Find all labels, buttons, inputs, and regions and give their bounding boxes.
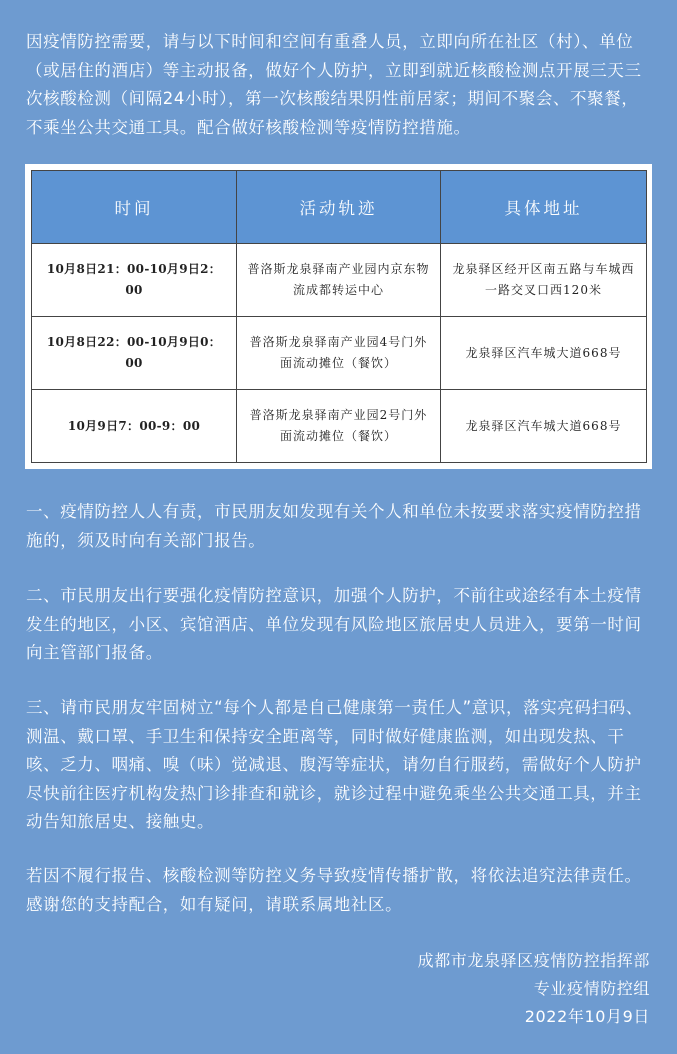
row-track: 普洛斯龙泉驿南产业园2号门外面流动摊位（餐饮） (237, 390, 441, 463)
row-address: 龙泉驿区经开区南五路与车城西一路交叉口西120米 (441, 244, 647, 317)
signature-date: 2022年10月9日 (524, 1007, 650, 1026)
row-address: 龙泉驿区汽车城大道668号 (441, 390, 647, 463)
row-address: 龙泉驿区汽车城大道668号 (441, 317, 647, 390)
contact-trace-table (31, 170, 647, 463)
closing-paragraph: 若因不履行报告、核酸检测等防控义务导致疫情传播扩散，将依法追究法律责任。感谢您的支持配合，如有疑问，请联系属地社区。 (26, 866, 642, 914)
header-time: 时间 (32, 171, 237, 244)
row-time: 10月8日21：00-10月9日2：00 (32, 244, 237, 317)
table-header-row (32, 171, 647, 244)
signature-org: 成都市龙泉驿区疫情防控指挥部 (417, 951, 650, 970)
table-row (32, 317, 647, 390)
table-row (32, 390, 647, 463)
row-time: 10月9日7：00-9：00 (32, 390, 237, 463)
row-track: 普洛斯龙泉驿南产业园内京东物流成都转运中心 (237, 244, 441, 317)
row-time: 10月8日22：00-10月9日0：00 (32, 317, 237, 390)
row-track: 普洛斯龙泉驿南产业园4号门外面流动摊位（餐饮） (237, 317, 441, 390)
contact-trace-table-card (25, 164, 652, 469)
header-address: 具体地址 (441, 171, 647, 244)
table-row (32, 244, 647, 317)
notice-item-1: 一、疫情防控人人有责，市民朋友如发现有关个人和单位未按要求落实疫情防控措施的，须及时向有关部门报告。 (26, 502, 642, 550)
notice-item-2: 二、市民朋友出行要强化疫情防控意识，加强个人防护，不前往或途经有本土疫情发生的地区，小区、宾馆酒店、单位发现有风险地区旅居史人员进入，要第一时间向主管部门报备。 (26, 586, 642, 662)
notice-item-3: 三、请市民朋友牢固树立“每个人都是自己健康第一责任人”意识，落实亮码扫码、测温、戴口罩、手卫生和保持安全距离等，同时做好健康监测，如出现发热、干咳、乏力、咽痛、嗅（味）觉减退、腹泻等症状，请勿自行服药，需做好个人防护尽快前往医疗机构发热门诊排查和就诊，就诊过程中避免乘坐公共交通工具，并主动告知旅居史、接触史。 (26, 698, 643, 831)
intro-paragraph: 因疫情防控需要，请与以下时间和空间有重叠人员，立即向所在社区（村）、单位（或居住的酒店）等主动报备，做好个人防护，立即到就近核酸检测点开展三天三次核酸检测（间隔24小时），第一次核酸结果阴性前居家；期间不聚会、不聚餐，不乘坐公共交通工具。配合做好核酸检测等疫情防控措施。 (26, 32, 642, 137)
header-track: 活动轨迹 (237, 171, 441, 244)
signature-group: 专业疫情防控组 (533, 979, 650, 998)
